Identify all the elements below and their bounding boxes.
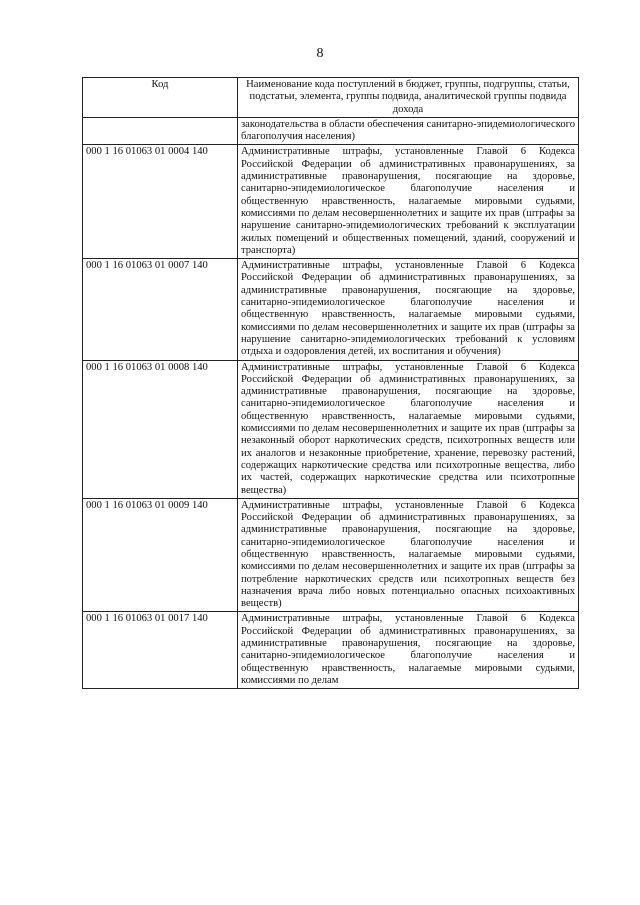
revenue-description: Административные штрафы, установленные Главой 6 Кодекса Российской Федерации об административных правонарушениях, за административные правонарушения, посягающие на здоровье, санитарно-эпидемиологическое благополучие населения и общественную нравственность, налагаемые мировыми судьями, комиссиями по делам [238,612,579,689]
revenue-description: Административные штрафы, установленные Главой 6 Кодекса Российской Федерации об административных правонарушениях, за административные правонарушения, посягающие на здоровье, санитарно-эпидемиологическое благополучие населения и общественную нравственность, налагаемые мировыми судьями, комиссиями по делам несовершеннолетних и защите их прав (штрафы за незаконный оборот наркотических средств, психотропных веществ или их аналогов и незаконные приобретение, хранение, перевозку растений, содержащих наркотические средства или психотропные вещества, либо их частей, содержащих наркотические средства или психотропные вещества) [238,360,579,498]
revenue-description: Административные штрафы, установленные Главой 6 Кодекса Российской Федерации об административных правонарушениях, за административные правонарушения, посягающие на здоровье, санитарно-эпидемиологическое благополучие населения и общественную нравственность, налагаемые мировыми судьями, комиссиями по делам несовершеннолетних и защите их прав (штрафы за нарушение санитарно-эпидемиологических требований к условиям отдыха и оздоровления детей, их воспитания и обучения) [238,259,579,360]
table-row [83,612,579,689]
table-row [83,360,579,498]
table-row [83,498,579,612]
continuation-code-cell [83,117,238,145]
continuation-row [83,117,579,145]
revenue-code: 000 1 16 01063 01 0004 140 [83,145,238,259]
revenue-code: 000 1 16 01063 01 0007 140 [83,259,238,360]
page-number: 8 [316,46,324,61]
table-row [83,145,579,259]
continuation-text: законодательства в области обеспечения санитарно-эпидемиологического благополучия населения) [238,117,579,145]
revenue-description: Административные штрафы, установленные Главой 6 Кодекса Российской Федерации об административных правонарушениях, за административные правонарушения, посягающие на здоровье, санитарно-эпидемиологическое благополучие населения и общественную нравственность, налагаемые мировыми судьями, комиссиями по делам несовершеннолетних и защите их прав (штрафы за нарушение санитарно-эпидемиологических требований к эксплуатации жилых помещений и общественных помещений, зданий, сооружений и транспорта) [238,145,579,259]
name-column-header: Наименование кода поступлений в бюджет, группы, подгруппы, статьи, подстатьи, элемента, группы подвида, аналитической группы подвида дохода [238,78,579,118]
table-header-row [83,78,579,118]
revenue-code: 000 1 16 01063 01 0017 140 [83,612,238,689]
table-row [83,259,579,360]
code-column-header: Код [83,78,238,118]
revenue-description: Административные штрафы, установленные Главой 6 Кодекса Российской Федерации об административных правонарушениях, за административные правонарушения, посягающие на здоровье, санитарно-эпидемиологическое благополучие населения и общественную нравственность, налагаемые мировыми судьями, комиссиями по делам несовершеннолетних и защите их прав (штрафы за потребление наркотических средств или психотропных веществ без назначения врача либо новых потенциально опасных психоактивных веществ) [238,498,579,612]
revenue-codes-table [82,77,579,689]
revenue-code: 000 1 16 01063 01 0008 140 [83,360,238,498]
revenue-code: 000 1 16 01063 01 0009 140 [83,498,238,612]
